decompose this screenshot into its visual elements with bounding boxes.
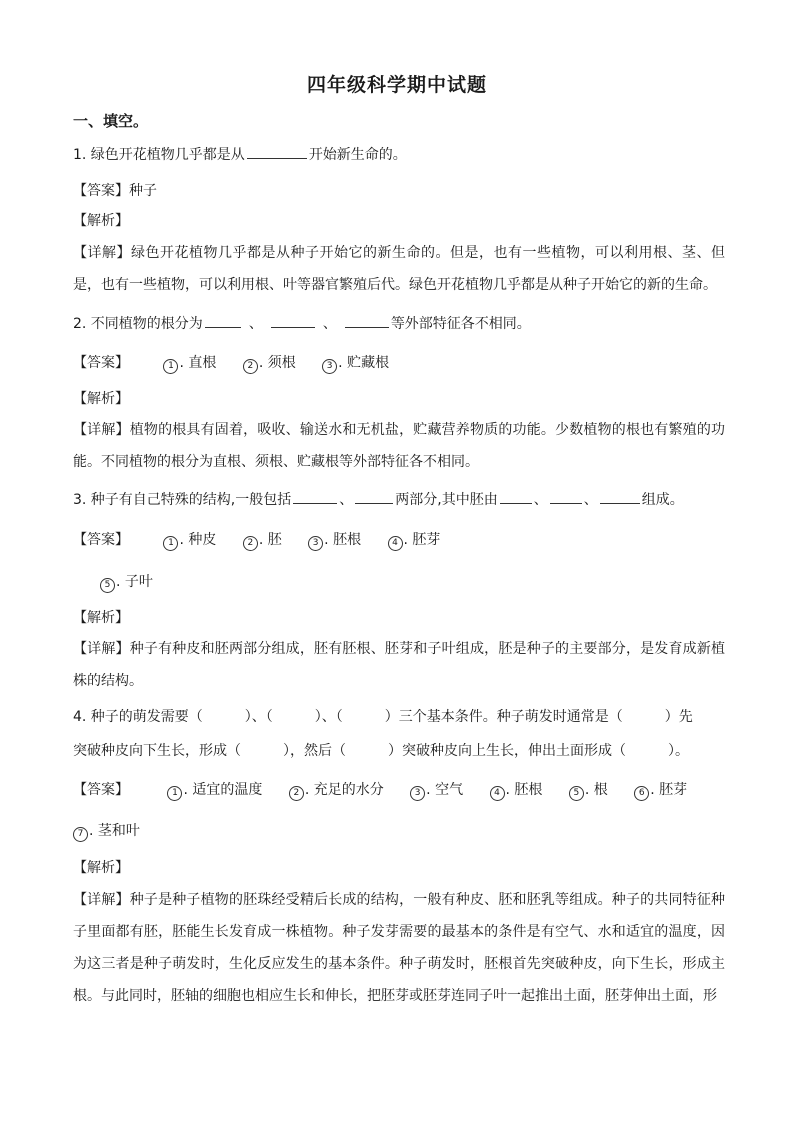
analysis-tag-2: 【解析】 (73, 391, 129, 407)
answer-option (167, 780, 262, 801)
question-1-text-after: 开始新生命的。 (308, 147, 407, 163)
answer-option (163, 530, 216, 551)
answer-blank[interactable] (345, 313, 389, 328)
answer-line-4 (73, 780, 687, 801)
option-text: . 胚芽 (403, 532, 441, 548)
option-text: . 须根 (258, 355, 296, 371)
answer-tag: 【答案】 (73, 355, 129, 371)
answer-blank[interactable] (271, 313, 315, 328)
answer-tag: 【答案】 (73, 782, 129, 798)
separator: 、 (339, 492, 354, 508)
question-3-text-mid: 两部分,其中胚由 (395, 492, 498, 508)
question-3 (73, 489, 684, 510)
option-text: . 胚根 (505, 782, 543, 798)
question-2-text-after: 等外部特征各不相同。 (390, 316, 531, 332)
analysis-tag-1: 【解析】 (73, 213, 129, 229)
question-3-text-before: 3. 种子有自己特殊的结构,一般包括 (73, 492, 292, 508)
detail-tag: 【详解】 (73, 641, 130, 657)
answer-line-1 (73, 181, 157, 201)
option-number: 2 (243, 359, 258, 374)
answer-option (289, 780, 384, 801)
answer-blank[interactable] (500, 489, 532, 504)
detail-4 (73, 884, 725, 1012)
option-text: . 子叶 (116, 574, 153, 590)
option-number: 2 (243, 536, 258, 551)
answer-option (322, 353, 389, 374)
option-number: 7 (73, 827, 88, 842)
option-number: 1 (167, 786, 182, 801)
option-text: . 空气 (426, 782, 464, 798)
answer-option (388, 530, 441, 551)
detail-tag: 【详解】 (73, 422, 130, 438)
detail-text: 绿色开花植物几乎都是从种子开始它的新生命的。但是，也有一些植物，可以利用根、茎、但是，也有一些植物，可以利用根、叶等器官繁殖后代。绿色开花植物几乎都是从种子开始它的新的生命。 (73, 245, 725, 293)
option-text: . 胚 (258, 532, 282, 548)
option-number: 6 (634, 786, 649, 801)
answer-option (100, 572, 153, 593)
analysis-tag-4: 【解析】 (73, 860, 129, 876)
answer-line-3 (73, 530, 440, 551)
answer-option (73, 821, 140, 842)
answer-line-4b (73, 821, 140, 842)
option-text: . 茎和叶 (89, 823, 140, 839)
option-number: 5 (100, 578, 115, 593)
answer-line-3b (100, 572, 153, 593)
option-number: 3 (410, 786, 425, 801)
answer-blank[interactable] (205, 313, 241, 328)
answer-blank[interactable] (293, 489, 337, 504)
detail-tag: 【详解】 (73, 245, 131, 261)
option-number: 3 (322, 359, 337, 374)
option-text: . 适宜的温度 (183, 782, 263, 798)
option-text: . 根 (584, 782, 608, 798)
option-number: 3 (308, 536, 323, 551)
option-text: . 充足的水分 (304, 782, 384, 798)
answer-option (410, 780, 463, 801)
question-2 (73, 313, 531, 334)
answer-option (308, 530, 361, 551)
answer-tag: 【答案】 (73, 183, 129, 199)
detail-text: 植物的根具有固着，吸收、输送水和无机盐，贮藏营养物质的功能。少数植物的根也有繁殖的功能。不同植物的根分为直根、须根、贮藏根等外部特征各不相同。 (73, 422, 726, 470)
separator: 、 (533, 492, 548, 508)
option-text: . 贮藏根 (338, 355, 390, 371)
answer-option (163, 353, 216, 374)
question-1 (73, 144, 407, 165)
question-2-text-before: 2. 不同植物的根分为 (73, 316, 203, 332)
option-text: . 种皮 (179, 532, 217, 548)
answer-option (490, 780, 543, 801)
separator: 、 (248, 316, 263, 332)
detail-text: 种子是种子植物的胚珠经受精后长成的结构，一般有种皮、胚和胚乳等组成。种子的共同特征种子里面都有胚，胚能生长发育成一株植物。种子发芽需要的最基本的条件是有空气、水和适宜的温度，因为这三者是种子萌发时，生化反应发生的基本条件。种子萌发时，胚根首先突破种皮，向下生长，形成主根。与此同时，胚轴的细胞也相应生长和伸长，把胚芽或胚芽连同子叶一起推出土面，胚芽伸出土面，形 (73, 892, 726, 1004)
answer-tag: 【答案】 (73, 532, 129, 548)
option-number: 1 (163, 536, 178, 551)
option-text: . 胚根 (324, 532, 362, 548)
detail-2 (73, 414, 725, 478)
option-number: 1 (163, 359, 178, 374)
answer-text: 种子 (129, 183, 157, 199)
page-title: 四年级科学期中试题 (306, 74, 487, 96)
separator: 、 (322, 316, 337, 332)
answer-blank[interactable] (355, 489, 393, 504)
answer-blank[interactable] (247, 144, 307, 159)
answer-option (634, 780, 687, 801)
option-number: 5 (569, 786, 584, 801)
question-4-line-1: 4. 种子的萌发需要（ ）、（ ）、（ ）三个基本条件。种子萌发时通常是（ ）先 (73, 709, 693, 725)
detail-text: 种子有种皮和胚两部分组成，胚有胚根、胚芽和子叶组成，胚是种子的主要部分，是发育成新植株的结构。 (73, 641, 726, 689)
detail-3 (73, 633, 725, 697)
answer-blank[interactable] (600, 489, 640, 504)
option-number: 4 (388, 536, 403, 551)
answer-option (569, 780, 608, 801)
section-heading: 一、填空。 (73, 112, 149, 130)
analysis-tag-3: 【解析】 (73, 610, 129, 626)
option-text: . 直根 (179, 355, 217, 371)
question-4-line-2: 突破种皮向下生长，形成（ ），然后（ ）突破种皮向上生长，伸出土面形成（ ）。 (73, 743, 689, 759)
answer-option (243, 353, 296, 374)
answer-blank[interactable] (550, 489, 582, 504)
option-number: 4 (490, 786, 505, 801)
question-3-text-after: 组成。 (641, 492, 684, 508)
detail-tag: 【详解】 (73, 892, 130, 908)
separator: 、 (583, 492, 598, 508)
answer-option (243, 530, 282, 551)
option-text: . 胚芽 (650, 782, 688, 798)
detail-1 (73, 237, 725, 301)
answer-line-2 (73, 353, 389, 374)
option-number: 2 (289, 786, 304, 801)
question-1-text-before: 1. 绿色开花植物几乎都是从 (73, 147, 245, 163)
